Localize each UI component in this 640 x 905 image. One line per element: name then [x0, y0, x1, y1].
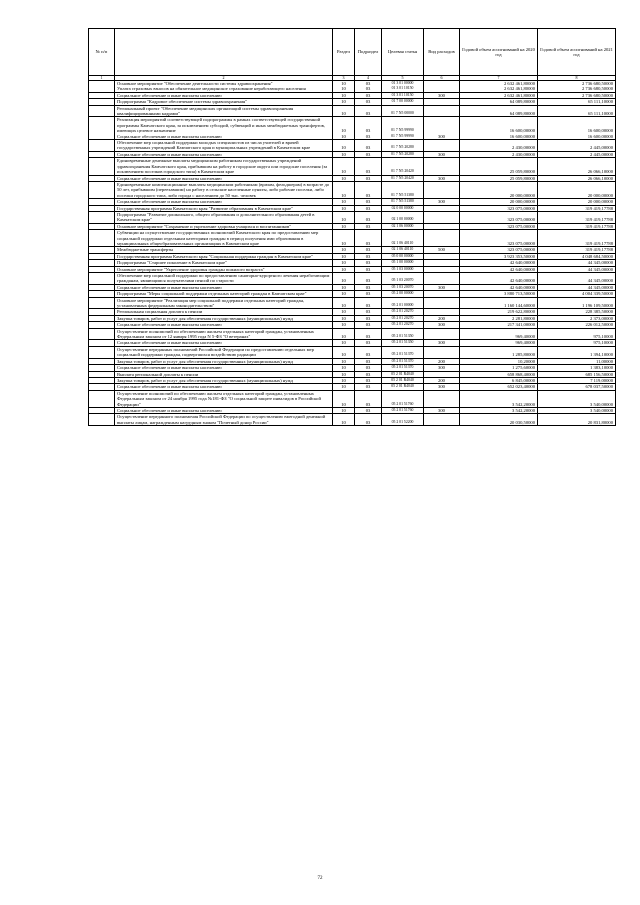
target-article-cell: 05 2 01 R4040: [382, 371, 424, 377]
subsection-cell: 03: [355, 266, 382, 272]
description-cell: Основное мероприятие "Укрепление здоровья граждан пожилого возраста": [115, 266, 333, 272]
amount-2020-cell: 3 542,20000: [460, 390, 538, 407]
row-number-cell: [89, 346, 115, 358]
target-article-cell: 05 2 01 51370: [382, 365, 424, 371]
column-number: 8: [538, 76, 616, 81]
section-cell: 10: [333, 328, 355, 340]
description-cell: Субвенции на осуществление государственных полномочий Камчатского края по предоставлению мер социальной поддержки отдельным категориям граждан в период получения ими образования в муниципальных общеобразовательных организациях в Камчатском крае: [115, 230, 333, 247]
target-article-cell: 05 1 03 20070: [382, 284, 424, 290]
target-article-cell: 01 7 N5 20420: [382, 175, 424, 181]
amount-2021-cell: 2 736 680,50000 2 736 680,50000: [538, 81, 616, 93]
subsection-cell: 03: [355, 309, 382, 315]
target-article-cell: 02 1 00 00000: [382, 211, 424, 223]
amount-2021-cell: 7 119,00000: [538, 377, 616, 383]
expense-type-cell: 300: [424, 365, 460, 371]
expense-type-cell: [424, 414, 460, 426]
page-number: 72: [317, 876, 323, 881]
section-cell: 10: [333, 377, 355, 383]
row-number-cell: [89, 230, 115, 247]
amount-2021-cell: 975,10000: [538, 328, 616, 340]
description-cell: Государственная программа Камчатского края "Развитие образования в Камчатском крае": [115, 205, 333, 211]
target-article-cell: 05 2 01 R4040: [382, 384, 424, 390]
subsection-cell: 03: [355, 158, 382, 175]
subsection-cell: 03: [355, 414, 382, 426]
target-article-cell: 05 2 01 00000: [382, 297, 424, 309]
target-article-cell: 01 3 01 00000 01 3 01 10150: [382, 81, 424, 93]
subsection-cell: 03 03: [355, 117, 382, 140]
amount-2021-cell: 228 385,50000: [538, 309, 616, 315]
amount-2021-cell: 2 373,00000: [538, 315, 616, 321]
amount-2021-cell: 44 345,00000: [538, 266, 616, 272]
target-article-cell: 05 2 01 52200: [382, 414, 424, 426]
section-cell: 10: [333, 322, 355, 328]
section-cell: 10: [333, 309, 355, 315]
section-cell: 10 10: [333, 81, 355, 93]
subsection-cell: 03: [355, 223, 382, 229]
row-number-cell: [89, 81, 115, 93]
subsection-cell: 03 03: [355, 81, 382, 93]
header-description: [115, 29, 333, 76]
amount-2020-cell: 1 160 144,60000: [460, 297, 538, 309]
section-cell: 10: [333, 365, 355, 371]
target-article-cell: 05 0 00 00000: [382, 253, 424, 259]
amount-2020-cell: 658 868,40000: [460, 371, 538, 377]
expense-type-cell: 300: [424, 284, 460, 290]
row-number-cell: [89, 105, 115, 117]
subsection-cell: 03: [355, 151, 382, 157]
description-cell: Закупка товаров, работ и услуг для обеспечения государственных (муниципальных) нужд: [115, 358, 333, 364]
header-amount-2020: Годовой объем ассигнований на 2020 год: [460, 29, 538, 76]
subsection-cell: 03: [355, 384, 382, 390]
description-cell: Закупка товаров, работ и услуг для обеспечения государственных (муниципальных) нужд: [115, 377, 333, 383]
subsection-cell: 03: [355, 340, 382, 346]
subsection-cell: 03: [355, 390, 382, 407]
amount-2020-cell: 1 275,60000: [460, 365, 538, 371]
target-article-cell: 01 7 N5 20280: [382, 140, 424, 152]
table-row: [89, 297, 616, 309]
target-article-cell: 05 2 01 51760: [382, 390, 424, 407]
section-cell: 10: [333, 99, 355, 105]
description-cell: Основное мероприятие "Обеспечение деятельности системы здравоохранения" Уплата страховых взносов на обязательное медицинское страхование неработающего населения: [115, 81, 333, 93]
amount-2021-cell: 65 111,10000: [538, 99, 616, 105]
section-cell: 10: [333, 158, 355, 175]
section-cell: 10: [333, 230, 355, 247]
subsection-cell: 03: [355, 297, 382, 309]
amount-2020-cell: 25 059,80000: [460, 158, 538, 175]
section-cell: 10 10: [333, 117, 355, 140]
section-cell: 10: [333, 315, 355, 321]
description-cell: Обеспечение мер социальной поддержки по предоставлению санаторно-курортного лечения неработающим гражданам, являющимся получателями пенсий по старости: [115, 273, 333, 285]
amount-2020-cell: 2 430,00000: [460, 151, 538, 157]
amount-2020-cell: 3 880 713,50000: [460, 291, 538, 297]
subsection-cell: 03: [355, 199, 382, 205]
expense-type-cell: [424, 346, 460, 358]
expense-type-cell: 300: [424, 199, 460, 205]
target-article-cell: 05 1 00 00000: [382, 260, 424, 266]
section-cell: 10: [333, 253, 355, 259]
description-cell: Региональная социальная доплата к пенсии: [115, 309, 333, 315]
amount-2020-cell: 42 640,00000: [460, 266, 538, 272]
amount-2021-cell: 2 445,00000: [538, 140, 616, 152]
target-article-cell: 05 2 01 20270: [382, 322, 424, 328]
amount-2020-cell: 2 281,80000: [460, 315, 538, 321]
section-cell: 10: [333, 211, 355, 223]
target-article-cell: 05 2 01 51760: [382, 407, 424, 413]
header-section: Раздел: [333, 29, 355, 76]
amount-2020-cell: 20 000,00000: [460, 199, 538, 205]
column-number: 1: [89, 76, 115, 81]
section-cell: 10: [333, 223, 355, 229]
section-cell: 10: [333, 199, 355, 205]
section-cell: 10: [333, 407, 355, 413]
amount-2021-cell: 20 831,80000: [538, 414, 616, 426]
table-row: [89, 81, 616, 93]
table-header-row: [89, 29, 616, 76]
subsection-cell: 03: [355, 346, 382, 358]
subsection-cell: 03: [355, 328, 382, 340]
subsection-cell: 03: [355, 273, 382, 285]
section-cell: 10: [333, 284, 355, 290]
section-cell: 10: [333, 140, 355, 152]
subsection-cell: 03: [355, 260, 382, 266]
amount-2020-cell: 652 023,40000: [460, 384, 538, 390]
description-cell: Социальное обеспечение и иные выплаты населению: [115, 365, 333, 371]
section-cell: 10: [333, 205, 355, 211]
section-cell: 10: [333, 414, 355, 426]
amount-2021-cell: 1 383,10000: [538, 365, 616, 371]
subsection-cell: 03: [355, 291, 382, 297]
subsection-cell: 03: [355, 181, 382, 198]
section-cell: 10: [333, 390, 355, 407]
subsection-cell: 03: [355, 371, 382, 377]
amount-2021-cell: 3 540,00000: [538, 407, 616, 413]
expense-type-cell: [424, 140, 460, 152]
section-cell: 10: [333, 266, 355, 272]
subsection-cell: 03: [355, 322, 382, 328]
subsection-cell: 03: [355, 140, 382, 152]
description-cell: Социальное обеспечение и иные выплаты населению: [115, 151, 333, 157]
row-number-cell: [89, 211, 115, 223]
column-number: 4: [355, 76, 382, 81]
description-cell: Основное мероприятие "Реализация мер социальной поддержки отдельных категорий граждан, установленных федеральным законодательством": [115, 297, 333, 309]
expense-type-cell: 500: [424, 247, 460, 253]
description-cell: Социальное обеспечение и иные выплаты населению: [115, 284, 333, 290]
amount-2021-cell: 44 345,00000: [538, 273, 616, 285]
table-row: [89, 211, 616, 223]
expense-type-cell: 300: [424, 407, 460, 413]
target-article-cell: 05 2 01 20270: [382, 309, 424, 315]
expense-type-cell: 300: [424, 322, 460, 328]
expense-type-cell: 200: [424, 315, 460, 321]
table-row: [89, 105, 616, 117]
amount-2021-cell: 2 445,00000: [538, 151, 616, 157]
amount-2020-cell: 323 075,00000: [460, 230, 538, 247]
target-article-cell: 01 7 N5 51380: [382, 199, 424, 205]
description-cell: Подпрограмма "Кадровое обеспечение системы здравоохранения": [115, 99, 333, 105]
description-cell: Осуществление переданного полномочия Российской Федерации по осуществлению ежегодной денежной выплаты лицам, награжденным нагрудным знаком "Почетный донор России": [115, 414, 333, 426]
amount-2021-cell: 319 419,17788: [538, 223, 616, 229]
description-cell: Подпрограмма "Старшее поколение в Камчатском крае": [115, 260, 333, 266]
expense-type-cell: [424, 297, 460, 309]
table-row: [89, 328, 616, 340]
description-cell: Межбюджетные трансферты: [115, 247, 333, 253]
column-number: 3: [333, 76, 355, 81]
description-cell: Социальное обеспечение и иные выплаты населению: [115, 199, 333, 205]
subsection-cell: 03: [355, 105, 382, 117]
amount-2020-cell: 6 845,00000: [460, 377, 538, 383]
expense-type-cell: 300: [424, 117, 460, 140]
section-cell: 10: [333, 384, 355, 390]
expense-type-cell: 300: [424, 151, 460, 157]
row-number-cell: [89, 390, 115, 407]
amount-2021-cell: 4 048 684,50000: [538, 253, 616, 259]
amount-2020-cell: 16 600,00000 16 600,00000: [460, 117, 538, 140]
amount-2020-cell: 217 341,00000: [460, 322, 538, 328]
amount-2020-cell: 64 089,80000: [460, 105, 538, 117]
target-article-cell: 05 2 01 R4040: [382, 377, 424, 383]
amount-2020-cell: 3 542,20000: [460, 407, 538, 413]
amount-2020-cell: 10,20000: [460, 358, 538, 364]
subsection-cell: 03: [355, 365, 382, 371]
amount-2020-cell: 3 923 353,50000: [460, 253, 538, 259]
subsection-cell: 03: [355, 284, 382, 290]
table-body: [89, 81, 616, 426]
amount-2020-cell: 1 285,80000: [460, 346, 538, 358]
description-cell: Социальное обеспечение и иные выплаты населению: [115, 340, 333, 346]
amount-2021-cell: 16 600,00000 16 600,00000: [538, 117, 616, 140]
expense-type-cell: [424, 105, 460, 117]
target-article-cell: 02 1 06 40110: [382, 230, 424, 247]
column-number: 6: [424, 76, 460, 81]
header-number: № п/п: [89, 29, 115, 76]
description-cell: Осуществление полномочий по обеспечению жильем отдельных категорий граждан, установленных Федеральным законом от 12 января 1995 года N 5-ФЗ "О ветеранах": [115, 328, 333, 340]
description-cell: Государственная программа Камчатского края "Социальная поддержка граждан в Камчатском крае": [115, 253, 333, 259]
header-subsection: Подраздел: [355, 29, 382, 76]
table-row: [89, 346, 616, 358]
amount-2020-cell: 969,40000: [460, 340, 538, 346]
table-row: [89, 117, 616, 140]
amount-2021-cell: 3 540,00000: [538, 390, 616, 407]
row-number-cell: [89, 181, 115, 198]
row-number-cell: [89, 140, 115, 152]
description-cell: Региональный проект "Обеспечение медицинских организаций системы здравоохранения квалифицированными кадрами": [115, 105, 333, 117]
amount-2020-cell: 20 030,50000: [460, 414, 538, 426]
amount-2020-cell: 219 622,80000: [460, 309, 538, 315]
amount-2021-cell: 44 345,00000: [538, 260, 616, 266]
expense-type-cell: 300: [424, 340, 460, 346]
table-row: [89, 390, 616, 407]
table-row: [89, 273, 616, 285]
subsection-cell: 03: [355, 247, 382, 253]
table-row: [89, 230, 616, 247]
target-article-cell: 01 7 N5 20420: [382, 158, 424, 175]
section-cell: 10: [333, 346, 355, 358]
amount-2021-cell: 44 345,00000: [538, 284, 616, 290]
expense-type-cell: [424, 328, 460, 340]
amount-2020-cell: 42 640,00000: [460, 260, 538, 266]
subsection-cell: 03: [355, 230, 382, 247]
amount-2020-cell: 20 000,00000: [460, 181, 538, 198]
amount-2021-cell: 319 419,17788: [538, 230, 616, 247]
description-cell: Социальное обеспечение и иные выплаты населению: [115, 384, 333, 390]
amount-2021-cell: 1 394,10000: [538, 346, 616, 358]
amount-2021-cell: 1 196 109,50000: [538, 297, 616, 309]
target-article-cell: 05 2 01 20270: [382, 315, 424, 321]
amount-2021-cell: 319 419,17788: [538, 211, 616, 223]
expense-type-cell: [424, 230, 460, 247]
amount-2021-cell: 319 419,17788: [538, 247, 616, 253]
description-cell: Подпрограмма "Развитие дошкольного, общего образования и дополнительного образования детей в Камчатском крае": [115, 211, 333, 223]
expense-type-cell: [424, 211, 460, 223]
description-cell: Основное мероприятие "Сохранение и укрепление здоровья учащихся и воспитанников": [115, 223, 333, 229]
expense-type-cell: 200: [424, 358, 460, 364]
amount-2021-cell: 4 004 339,50000: [538, 291, 616, 297]
target-article-cell: 05 2 01 51370: [382, 346, 424, 358]
amount-2021-cell: 20 000,00000: [538, 181, 616, 198]
target-article-cell: 01 7 N5 51380: [382, 181, 424, 198]
table-row: [89, 158, 616, 175]
section-cell: 10: [333, 151, 355, 157]
section-cell: 10: [333, 291, 355, 297]
header-amount-2021: Годовой объем ассигнований на 2021 год: [538, 29, 616, 76]
subsection-cell: 03: [355, 99, 382, 105]
column-number: 7: [460, 76, 538, 81]
target-article-cell: 02 1 06 00000: [382, 223, 424, 229]
description-cell: Выплата региональной доплаты к пенсии: [115, 371, 333, 377]
row-number-cell: [89, 297, 115, 309]
amount-2020-cell: 2 430,00000: [460, 140, 538, 152]
target-article-cell: 05 2 01 51350: [382, 328, 424, 340]
row-number-cell: [89, 158, 115, 175]
description-cell: Социальное обеспечение и иные выплаты населению: [115, 92, 333, 98]
amount-2021-cell: 226 012,50000: [538, 322, 616, 328]
target-article-cell: 02 1 06 40110: [382, 247, 424, 253]
expense-type-cell: 300: [424, 384, 460, 390]
table-row: [89, 140, 616, 152]
target-article-cell: 05 2 00 00000: [382, 291, 424, 297]
amount-2020-cell: 969,40000: [460, 328, 538, 340]
budget-table: [88, 28, 616, 426]
section-cell: 10: [333, 175, 355, 181]
amount-2020-cell: 2 632 461,80000: [460, 92, 538, 98]
amount-2021-cell: 678 037,50000: [538, 384, 616, 390]
section-cell: 10: [333, 105, 355, 117]
section-cell: 10: [333, 340, 355, 346]
header-expense-type: Вид расходов: [424, 29, 460, 76]
amount-2020-cell: 25 059,80000: [460, 175, 538, 181]
expense-type-cell: [424, 81, 460, 93]
column-number: 5: [382, 76, 424, 81]
subsection-cell: 03: [355, 407, 382, 413]
amount-2021-cell: 975,10000: [538, 340, 616, 346]
description-cell: Социальное обеспечение и иные выплаты населению: [115, 322, 333, 328]
row-number-cell: [89, 273, 115, 285]
subsection-cell: 03: [355, 92, 382, 98]
description-cell: Единовременные компенсационные выплаты медицинским работникам (врачам, фельдшерам) в возрасте до 50 лет, прибывшим (переехавшим) на работу в сельские населенные пункты, либо рабочие поселки, либо поселки городского типа, либо города с населением до 50 тыс. человек: [115, 181, 333, 198]
amount-2020-cell: 64 089,80000: [460, 99, 538, 105]
amount-2020-cell: 42 640,00000: [460, 284, 538, 290]
description-cell: Закупка товаров, работ и услуг для обеспечения государственных (муниципальных) нужд: [115, 315, 333, 321]
section-cell: 10: [333, 92, 355, 98]
row-number-cell: [89, 328, 115, 340]
subsection-cell: 03: [355, 211, 382, 223]
target-article-cell: 01 7 N5 00000: [382, 105, 424, 117]
expense-type-cell: [424, 390, 460, 407]
amount-2021-cell: 20 000,00000: [538, 199, 616, 205]
expense-type-cell: [424, 273, 460, 285]
amount-2020-cell: 323 075,00000: [460, 205, 538, 211]
description-cell: Единовременные денежные выплаты медицинским работникам государственных учреждений здравоохранения Камчатского края, прибывшим на работу в городские округа или городские поселения (за исключением поселков городского типа) в Камчатском крае: [115, 158, 333, 175]
row-number-cell: [89, 117, 115, 140]
subsection-cell: 03: [355, 175, 382, 181]
amount-2021-cell: 26 066,10000: [538, 175, 616, 181]
amount-2020-cell: 323 075,00000: [460, 247, 538, 253]
target-article-cell: 05 2 01 51370: [382, 358, 424, 364]
header-target-article: Целевая статья: [382, 29, 424, 76]
expense-type-cell: [424, 181, 460, 198]
section-cell: 10: [333, 247, 355, 253]
amount-2021-cell: 319 419,17788: [538, 205, 616, 211]
subsection-cell: 03: [355, 377, 382, 383]
row-number-cell: [89, 414, 115, 426]
section-cell: 10: [333, 297, 355, 309]
amount-2021-cell: 11,00000: [538, 358, 616, 364]
amount-2021-cell: 2 736 680,50000: [538, 92, 616, 98]
amount-2021-cell: 26 066,10000: [538, 158, 616, 175]
amount-2021-cell: 65 111,10000: [538, 105, 616, 117]
section-cell: 10: [333, 260, 355, 266]
target-article-cell: 01 7 N5 20280: [382, 151, 424, 157]
target-article-cell: 01 7 00 00000: [382, 99, 424, 105]
amount-2020-cell: 323 075,00000: [460, 211, 538, 223]
amount-2021-cell: 685 156,50000: [538, 371, 616, 377]
target-article-cell: 05 2 01 51350: [382, 340, 424, 346]
target-article-cell: 02 0 00 00000: [382, 205, 424, 211]
description-cell: Осуществление полномочий по обеспечению жильем отдельных категорий граждан, установленных Федеральным законом от 24 ноября 1995 года №181-ФЗ "О социальной защите инвалидов в Российской Федерации": [115, 390, 333, 407]
description-cell: Обеспечение мер социальной поддержки молодых специалистов из числа учителей и врачей государственных учреждений Камчатского края и муниципальных учреждений в Камчатском крае: [115, 140, 333, 152]
description-cell: Осуществление переданных полномочий Российской Федерации по предоставлению отдельных мер социальной поддержки граждан, подвергшихся воздействию радиации: [115, 346, 333, 358]
section-cell: 10: [333, 371, 355, 377]
expense-type-cell: 300: [424, 175, 460, 181]
subsection-cell: 03: [355, 205, 382, 211]
table-row: [89, 414, 616, 426]
target-article-cell: 05 1 03 00000: [382, 266, 424, 272]
expense-type-cell: [424, 158, 460, 175]
section-cell: 10: [333, 181, 355, 198]
expense-type-cell: 200: [424, 377, 460, 383]
section-cell: 10: [333, 358, 355, 364]
subsection-cell: 03: [355, 253, 382, 259]
section-cell: 10: [333, 273, 355, 285]
amount-2020-cell: 2 632 461,80000 2 632 461,80000: [460, 81, 538, 93]
column-number: 2: [115, 76, 333, 81]
description-cell: Подпрограмма "Меры социальной поддержки отдельных категорий граждан в Камчатском крае": [115, 291, 333, 297]
subsection-cell: 03: [355, 358, 382, 364]
description-cell: Социальное обеспечение и иные выплаты населению: [115, 175, 333, 181]
table-row: [89, 181, 616, 198]
target-article-cell: 05 1 03 20070: [382, 273, 424, 285]
target-article-cell: 01 7 N5 99990 01 7 N5 99990: [382, 117, 424, 140]
description-cell: Реализация мероприятий соответствующей подпрограммы в рамках соответствующей государственной программы Камчатского края, за исключением субсидий, субвенций и иных межбюджетных трансфертов, имеющих целевое назначение Социальное обеспечение и иные выплаты населению: [115, 117, 333, 140]
target-article-cell: 01 3 01 10150: [382, 92, 424, 98]
description-cell: Социальное обеспечение и иные выплаты населению: [115, 407, 333, 413]
amount-2020-cell: 323 075,00000: [460, 223, 538, 229]
amount-2020-cell: 42 640,00000: [460, 273, 538, 285]
expense-type-cell: 300: [424, 92, 460, 98]
budget-table-page: [88, 28, 615, 426]
subsection-cell: 03: [355, 315, 382, 321]
